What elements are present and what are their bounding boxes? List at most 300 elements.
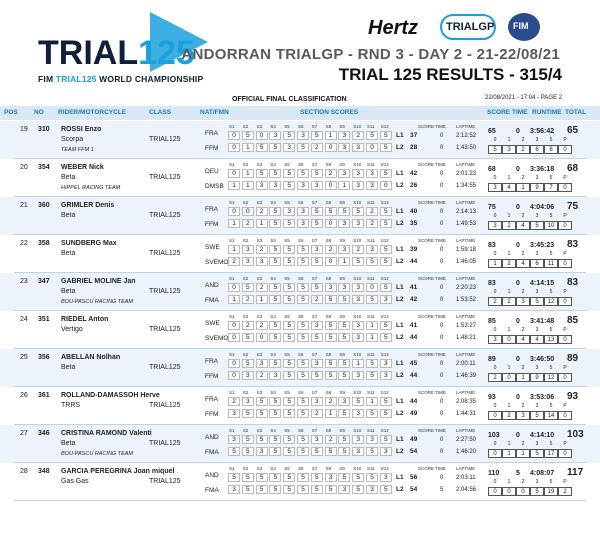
lap-time-penalty: 0: [440, 373, 444, 379]
score-time-label: SCORE TIME: [418, 124, 446, 129]
lap-score: 44: [410, 258, 418, 265]
class: TRIAL125: [149, 326, 181, 333]
lap-score: 39: [410, 246, 418, 253]
class: TRIAL125: [149, 478, 181, 485]
count-value: 0: [502, 487, 516, 496]
count-value: 13: [544, 335, 558, 344]
motorcycle: TRRS: [61, 402, 81, 409]
nationality: FRA: [205, 358, 218, 365]
lap-score: 42: [410, 170, 418, 177]
count-value: 2: [558, 487, 572, 496]
section-score: 5: [352, 257, 364, 266]
section-score: 5: [380, 485, 392, 494]
score-time-label: SCORE TIME: [418, 428, 446, 433]
count-value: 1: [516, 183, 530, 192]
section-label: S8: [325, 162, 332, 167]
nationality: SWE: [205, 244, 220, 251]
section-score: 5: [311, 485, 323, 494]
count-label: P: [563, 137, 567, 143]
section-score: 5: [311, 257, 323, 266]
rider-number: 346: [38, 430, 50, 437]
rider-number: 360: [38, 202, 50, 209]
class: TRIAL125: [149, 402, 181, 409]
lap-label: L2: [396, 220, 404, 227]
laptime-label: LAPTIME: [456, 238, 476, 243]
count-value: 0: [558, 449, 572, 458]
section-score: 5: [269, 397, 281, 406]
section-score: 5: [269, 473, 281, 482]
federation: FFM: [205, 221, 219, 228]
section-label: S8: [325, 466, 332, 471]
lap-label: L1: [396, 132, 404, 139]
lap-score: 40: [410, 208, 418, 215]
section-score: 5: [269, 219, 281, 228]
count-label: 1: [507, 327, 511, 333]
runtime: 3:41:48: [530, 318, 555, 325]
total-score: 93: [488, 394, 496, 401]
section-score: 3: [366, 435, 378, 444]
laptime-label: LAPTIME: [456, 162, 476, 167]
grand-total: 93: [567, 391, 579, 402]
section-label: S6: [298, 390, 304, 395]
section-score: 5: [256, 435, 268, 444]
lap-label: L1: [396, 360, 404, 367]
section-score: 5: [380, 169, 392, 178]
count-label: 0: [493, 213, 497, 219]
section-score: 5: [311, 169, 323, 178]
count-label: P: [563, 251, 567, 257]
count-value: 0: [488, 411, 502, 420]
runtime: 3:36:18: [530, 166, 555, 173]
section-score: 2: [242, 295, 254, 304]
rider-row: [0, 235, 600, 273]
lap-score: 56: [410, 474, 418, 481]
col-section-scores: SECTION SCORES: [300, 109, 359, 116]
section-label: S4: [270, 352, 276, 357]
section-score: 5: [325, 321, 337, 330]
section-score: 3: [297, 131, 309, 140]
motorcycle: Scorpa: [61, 136, 84, 143]
lap-duration: 2:14:13: [456, 209, 477, 215]
section-label: S6: [298, 466, 304, 471]
section-score: 3: [311, 397, 323, 406]
section-label: S11: [367, 390, 375, 395]
count-value: 4: [516, 259, 530, 268]
section-score: 5: [380, 321, 392, 330]
lap-duration: 1:59:18: [456, 247, 477, 253]
count-value: 0: [558, 297, 572, 306]
section-score: 5: [283, 371, 295, 380]
lap-time-penalty: 0: [440, 399, 444, 405]
section-label: S10: [353, 124, 362, 129]
count-label: 3: [535, 213, 539, 219]
section-score: 5: [283, 219, 295, 228]
section-score: 1: [228, 219, 240, 228]
section-label: S4: [270, 314, 276, 319]
count-label: 3: [535, 289, 539, 295]
lap-duration: 1:46:05: [456, 259, 477, 265]
section-score: 5: [297, 409, 309, 418]
section-score: 3: [352, 283, 364, 292]
federation: SVEMO: [205, 259, 229, 266]
section-score: 5: [297, 397, 309, 406]
section-label: S6: [298, 276, 304, 281]
lap-duration: 1:49:53: [456, 221, 477, 227]
section-label: S9: [339, 466, 345, 471]
lap-score: 49: [410, 410, 418, 417]
section-score: 1: [366, 321, 378, 330]
section-score: 5: [269, 435, 281, 444]
section-score: 3: [352, 333, 364, 342]
total-time: 0: [516, 128, 520, 135]
total-time: 0: [516, 394, 520, 401]
section-score: 5: [283, 283, 295, 292]
total-score: 83: [488, 242, 496, 249]
section-label: S7: [311, 162, 318, 167]
section-score: 3: [311, 245, 323, 254]
section-score: 2: [325, 169, 337, 178]
count-label: 0: [493, 479, 497, 485]
section-score: 3: [242, 371, 254, 380]
lap-label: L1: [396, 398, 404, 405]
count-label: 0: [493, 403, 497, 409]
lap-score: 49: [410, 436, 418, 443]
count-value: 2: [502, 411, 516, 420]
section-label: S1: [229, 428, 235, 433]
section-label: S7: [311, 124, 318, 129]
count-value: 0: [558, 335, 572, 344]
score-time-label: SCORE TIME: [418, 314, 446, 319]
section-score: 5: [380, 397, 392, 406]
section-label: S12: [380, 466, 389, 471]
section-score: 0: [228, 169, 240, 178]
section-score: 5: [297, 333, 309, 342]
section-score: 5: [283, 295, 295, 304]
section-label: S9: [339, 352, 345, 357]
section-score: 5: [269, 257, 281, 266]
total-time: 5: [516, 470, 520, 477]
count-label: 0: [493, 289, 497, 295]
count-label: 1: [507, 137, 511, 143]
score-time-label: SCORE TIME: [418, 238, 446, 243]
motorcycle: Beta: [61, 288, 76, 295]
section-score: 3: [338, 143, 350, 152]
section-score: 5: [366, 371, 378, 380]
rider-number: 354: [38, 164, 50, 171]
section-score: 5: [283, 409, 295, 418]
section-score: 5: [283, 473, 295, 482]
lap-score: 45: [410, 360, 418, 367]
section-score: 5: [338, 473, 350, 482]
count-value: 0: [502, 373, 516, 382]
nationality: FRA: [205, 206, 218, 213]
section-score: 1: [338, 181, 350, 190]
section-score: 2: [256, 245, 268, 254]
count-label: 2: [521, 327, 525, 333]
rider-name: GARCIA PEREGRINA Joan miquel: [61, 468, 175, 475]
section-label: S1: [229, 162, 235, 167]
lap-score: 28: [410, 144, 418, 151]
section-score: 3: [297, 207, 309, 216]
section-score: 1: [228, 245, 240, 254]
nationality: AND: [205, 282, 219, 289]
count-value: 5: [530, 487, 544, 496]
count-label: 5: [549, 213, 553, 219]
section-score: 5: [256, 473, 268, 482]
lap-duration: 1:34:55: [456, 183, 477, 189]
count-label: 2: [521, 365, 525, 371]
section-label: S12: [380, 276, 389, 281]
score-time-label: SCORE TIME: [418, 200, 446, 205]
count-value: 4: [502, 183, 516, 192]
section-score: 0: [366, 143, 378, 152]
lap-score: 42: [410, 296, 418, 303]
lap-time-penalty: 0: [440, 411, 444, 417]
rider-name: SUNDBERG Max: [61, 240, 117, 247]
section-label: S2: [242, 124, 249, 129]
count-label: 1: [507, 213, 511, 219]
section-label: S3: [256, 390, 263, 395]
section-score: 3: [325, 473, 337, 482]
count-label: 1: [507, 175, 511, 181]
count-value: 17: [544, 449, 558, 458]
section-label: S10: [353, 162, 362, 167]
lap-duration: 1:53:52: [456, 297, 477, 303]
total-score: 75: [488, 204, 496, 211]
section-label: S10: [353, 314, 362, 319]
section-score: 5: [325, 359, 337, 368]
count-value: 0: [558, 259, 572, 268]
lap-duration: 2:20:23: [456, 285, 477, 291]
section-score: 3: [269, 371, 281, 380]
count-label: 5: [549, 251, 553, 257]
count-label: 3: [535, 479, 539, 485]
section-score: 3: [338, 485, 350, 494]
section-label: S3: [256, 428, 263, 433]
section-score: 5: [283, 181, 295, 190]
section-score: 5: [269, 169, 281, 178]
section-score: 3: [380, 473, 392, 482]
section-score: 5: [242, 485, 254, 494]
total-score: 89: [488, 356, 496, 363]
section-score: 3: [366, 485, 378, 494]
section-score: 5: [338, 447, 350, 456]
total-score: 110: [488, 470, 500, 477]
count-value: 7: [544, 183, 558, 192]
section-score: 2: [256, 321, 268, 330]
total-score: 65: [488, 128, 496, 135]
section-score: 5: [297, 435, 309, 444]
section-label: S1: [229, 200, 235, 205]
section-label: S9: [339, 124, 345, 129]
count-label: P: [563, 327, 567, 333]
count-label: 5: [549, 365, 553, 371]
federation: FMA: [205, 487, 219, 494]
section-score: 5: [297, 371, 309, 380]
section-score: 1: [366, 397, 378, 406]
lap-score: 37: [410, 132, 418, 139]
count-value: 4: [516, 221, 530, 230]
event-title: ANDORRAN TRIALGP - RND 3 - DAY 2 - 21-22/08/21: [181, 46, 560, 63]
lap-time-penalty: 0: [440, 297, 444, 303]
section-score: 3: [352, 447, 364, 456]
section-label: S3: [256, 314, 263, 319]
section-score: 0: [325, 219, 337, 228]
count-value: 5: [488, 145, 502, 154]
section-label: S12: [380, 352, 389, 357]
section-score: 3: [256, 181, 268, 190]
rider-row: [0, 463, 600, 501]
count-label: P: [563, 441, 567, 447]
lap-label: L2: [396, 448, 404, 455]
section-score: 5: [325, 371, 337, 380]
section-score: 5: [325, 447, 337, 456]
section-label: S2: [242, 200, 249, 205]
count-value: 2: [502, 259, 516, 268]
section-label: S3: [256, 276, 263, 281]
section-score: 3: [366, 181, 378, 190]
section-score: 5: [380, 283, 392, 292]
lap-time-penalty: 0: [440, 247, 444, 253]
section-score: 2: [256, 207, 268, 216]
section-score: 1: [325, 131, 337, 140]
motorcycle: Gas Gas: [61, 478, 89, 485]
section-label: S10: [353, 466, 362, 471]
lap-time-penalty: 0: [440, 335, 444, 341]
rider-row: [0, 159, 600, 197]
count-label: 3: [535, 137, 539, 143]
section-score: 5: [311, 473, 323, 482]
count-value: 0: [502, 335, 516, 344]
section-label: S9: [339, 428, 345, 433]
rider-number: 310: [38, 126, 50, 133]
section-label: S11: [367, 200, 375, 205]
runtime: 3:45:23: [530, 242, 555, 249]
count-label: 3: [535, 251, 539, 257]
section-score: 5: [242, 447, 254, 456]
section-score: 5: [380, 207, 392, 216]
section-score: 3: [297, 219, 309, 228]
runtime: 3:46:50: [530, 356, 555, 363]
count-value: 11: [544, 259, 558, 268]
section-score: 5: [338, 409, 350, 418]
lap-label: L2: [396, 296, 404, 303]
lap-label: L1: [396, 170, 404, 177]
runtime: 4:08:07: [530, 470, 555, 477]
rider-row: [0, 387, 600, 425]
rider-name: ABELLAN Nolhan: [61, 354, 121, 361]
section-score: 0: [366, 283, 378, 292]
section-label: S1: [229, 314, 235, 319]
lap-label: L2: [396, 486, 404, 493]
count-value: 5: [530, 449, 544, 458]
lap-score: 54: [410, 448, 418, 455]
grand-total: 85: [567, 315, 579, 326]
runtime: 4:14:15: [530, 280, 555, 287]
count-value: 0: [558, 221, 572, 230]
section-score: 5: [242, 333, 254, 342]
section-label: S3: [256, 238, 263, 243]
count-label: P: [563, 213, 567, 219]
section-score: 5: [297, 447, 309, 456]
section-label: S4: [270, 162, 276, 167]
laptime-label: LAPTIME: [456, 200, 476, 205]
position: 19: [20, 126, 28, 133]
total-score: 83: [488, 280, 496, 287]
section-score: 2: [256, 371, 268, 380]
section-score: 5: [338, 321, 350, 330]
section-label: S2: [242, 238, 249, 243]
count-label: 0: [493, 441, 497, 447]
section-score: 5: [325, 207, 337, 216]
rider-name: GRIMLER Denis: [61, 202, 115, 209]
class: TRIAL125: [149, 364, 181, 371]
section-label: S4: [270, 390, 276, 395]
lap-score: 26: [410, 182, 418, 189]
position: 22: [20, 240, 28, 247]
section-score: 3: [269, 181, 281, 190]
grand-total: 89: [567, 353, 579, 364]
rider-row: [0, 121, 600, 159]
count-label: 0: [493, 327, 497, 333]
section-score: 3: [242, 397, 254, 406]
section-score: 5: [352, 473, 364, 482]
section-score: 1: [228, 295, 240, 304]
count-value: 2: [502, 221, 516, 230]
section-label: S5: [284, 124, 290, 129]
lap-time-penalty: 0: [440, 183, 444, 189]
section-score: 0: [325, 143, 337, 152]
section-score: 0: [228, 283, 240, 292]
section-label: S10: [353, 200, 362, 205]
section-score: 3: [338, 245, 350, 254]
section-score: 5: [283, 447, 295, 456]
laptime-label: LAPTIME: [456, 352, 476, 357]
section-label: S4: [270, 200, 276, 205]
count-label: 1: [507, 441, 511, 447]
section-score: 3: [311, 181, 323, 190]
grand-total: 83: [567, 277, 579, 288]
classification-title: OFFICIAL FINAL CLASSIFICATION: [232, 96, 347, 103]
section-score: 5: [297, 169, 309, 178]
section-score: 5: [297, 485, 309, 494]
count-label: 5: [549, 289, 553, 295]
section-label: S11: [367, 352, 375, 357]
lap-label: L2: [396, 410, 404, 417]
section-score: 5: [380, 257, 392, 266]
lap-score: 41: [410, 284, 418, 291]
section-score: 5: [325, 295, 337, 304]
section-score: 0: [228, 143, 240, 152]
section-score: 5: [242, 435, 254, 444]
nationality: AND: [205, 434, 219, 441]
section-label: S7: [311, 276, 318, 281]
section-score: 3: [228, 435, 240, 444]
rider-row: [0, 425, 600, 463]
count-label: 1: [507, 403, 511, 409]
lap-label: L1: [396, 474, 404, 481]
section-score: 5: [352, 485, 364, 494]
section-score: 1: [242, 143, 254, 152]
grand-total: 65: [567, 125, 579, 136]
section-score: 3: [311, 359, 323, 368]
rider-name: RIEDEL Anton: [61, 316, 109, 323]
section-score: 5: [338, 333, 350, 342]
lap-time-penalty: 0: [440, 145, 444, 151]
rider-number: 358: [38, 240, 50, 247]
position: 28: [20, 468, 28, 475]
rider-number: 356: [38, 354, 50, 361]
